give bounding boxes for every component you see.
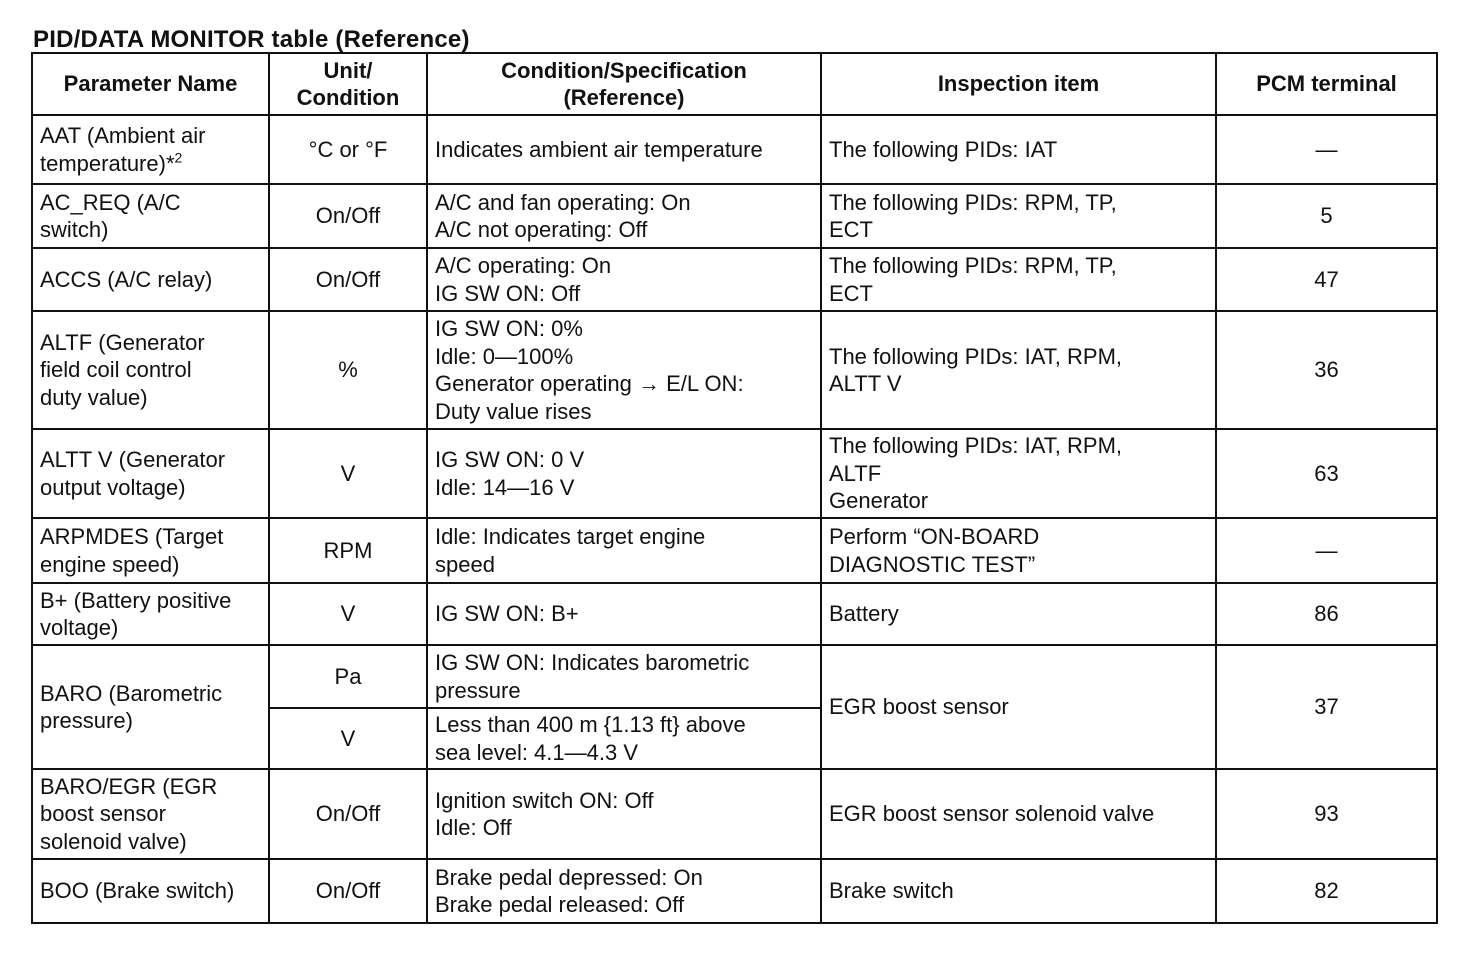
inspection-cell: Perform “ON-BOARD DIAGNOSTIC TEST” xyxy=(821,518,1216,583)
table-row xyxy=(32,769,1437,859)
unit-cell: On/Off xyxy=(269,248,427,311)
pcm-terminal-cell: 82 xyxy=(1216,859,1437,923)
unit-cell: % xyxy=(269,311,427,429)
condition-cell: Brake pedal depressed: On Brake pedal released: Off xyxy=(427,859,821,923)
condition-cell: A/C operating: On IG SW ON: Off xyxy=(427,248,821,311)
unit-cell: V xyxy=(269,708,427,769)
pcm-terminal-cell: 63 xyxy=(1216,429,1437,518)
table-row xyxy=(32,518,1437,583)
table-row xyxy=(32,583,1437,645)
table-row xyxy=(32,248,1437,311)
condition-cell: Indicates ambient air temperature xyxy=(427,115,821,184)
unit-cell: RPM xyxy=(269,518,427,583)
parameter-name-cell: B+ (Battery positive voltage) xyxy=(32,583,269,645)
table-row xyxy=(32,859,1437,923)
parameter-name-cell: BOO (Brake switch) xyxy=(32,859,269,923)
table-row xyxy=(32,645,1437,708)
table-row xyxy=(32,184,1437,248)
inspection-cell: EGR boost sensor solenoid valve xyxy=(821,769,1216,859)
inspection-cell: The following PIDs: RPM, TP, ECT xyxy=(821,248,1216,311)
page-title: PID/DATA MONITOR table (Reference) xyxy=(33,26,470,53)
condition-cell: IG SW ON: B+ xyxy=(427,583,821,645)
condition-cell: Ignition switch ON: Off Idle: Off xyxy=(427,769,821,859)
inspection-cell: Brake switch xyxy=(821,859,1216,923)
parameter-name-cell: AAT (Ambient air temperature)*$^2$ xyxy=(32,115,269,184)
condition-cell: IG SW ON: 0 V Idle: 14—16 V xyxy=(427,429,821,518)
header-pcm-terminal: PCM terminal xyxy=(1216,53,1437,115)
unit-cell: V xyxy=(269,583,427,645)
inspection-cell: Battery xyxy=(821,583,1216,645)
parameter-name-cell: BARO (Barometric pressure) xyxy=(32,645,269,769)
pcm-terminal-cell: 47 xyxy=(1216,248,1437,311)
condition-cell: A/C and fan operating: On A/C not operating: Off xyxy=(427,184,821,248)
table-row xyxy=(32,311,1437,429)
pcm-terminal-cell: 37 xyxy=(1216,645,1437,769)
table-row xyxy=(32,429,1437,518)
inspection-cell: The following PIDs: IAT, RPM, ALTF Generator xyxy=(821,429,1216,518)
pid-data-monitor-table xyxy=(31,52,1438,924)
inspection-cell: The following PIDs: IAT xyxy=(821,115,1216,184)
condition-cell: Less than 400 m {1.13 ft} above sea level: 4.1—4.3 V xyxy=(427,708,821,769)
inspection-cell: EGR boost sensor xyxy=(821,645,1216,769)
unit-cell: On/Off xyxy=(269,184,427,248)
unit-cell: V xyxy=(269,429,427,518)
inspection-cell: The following PIDs: RPM, TP, ECT xyxy=(821,184,1216,248)
pcm-terminal-cell: — xyxy=(1216,115,1437,184)
unit-cell: Pa xyxy=(269,645,427,708)
inspection-cell: The following PIDs: IAT, RPM, ALTT V xyxy=(821,311,1216,429)
pcm-terminal-cell: — xyxy=(1216,518,1437,583)
pcm-terminal-cell: 93 xyxy=(1216,769,1437,859)
condition-cell: IG SW ON: 0% Idle: 0—100% Generator operating → E/L ON: Duty value rises xyxy=(427,311,821,429)
parameter-name-cell: AC_REQ (A/C switch) xyxy=(32,184,269,248)
parameter-name-cell: ALTF (Generator field coil control duty value) xyxy=(32,311,269,429)
pcm-terminal-cell: 36 xyxy=(1216,311,1437,429)
parameter-name-cell: ACCS (A/C relay) xyxy=(32,248,269,311)
pcm-terminal-cell: 86 xyxy=(1216,583,1437,645)
pcm-terminal-cell: 5 xyxy=(1216,184,1437,248)
header-condition-specification: Condition/Specification (Reference) xyxy=(427,53,821,115)
parameter-name-cell: BARO/EGR (EGR boost sensor solenoid valve) xyxy=(32,769,269,859)
unit-cell: °C or °F xyxy=(269,115,427,184)
unit-cell: On/Off xyxy=(269,769,427,859)
condition-cell: IG SW ON: Indicates barometric pressure xyxy=(427,645,821,708)
table-header-row xyxy=(32,53,1437,115)
header-parameter-name: Parameter Name xyxy=(32,53,269,115)
table-row xyxy=(32,115,1437,184)
parameter-name-cell: ARPMDES (Target engine speed) xyxy=(32,518,269,583)
header-unit-condition: Unit/ Condition xyxy=(269,53,427,115)
unit-cell: On/Off xyxy=(269,859,427,923)
header-inspection-item: Inspection item xyxy=(821,53,1216,115)
parameter-name-cell: ALTT V (Generator output voltage) xyxy=(32,429,269,518)
condition-cell: Idle: Indicates target engine speed xyxy=(427,518,821,583)
